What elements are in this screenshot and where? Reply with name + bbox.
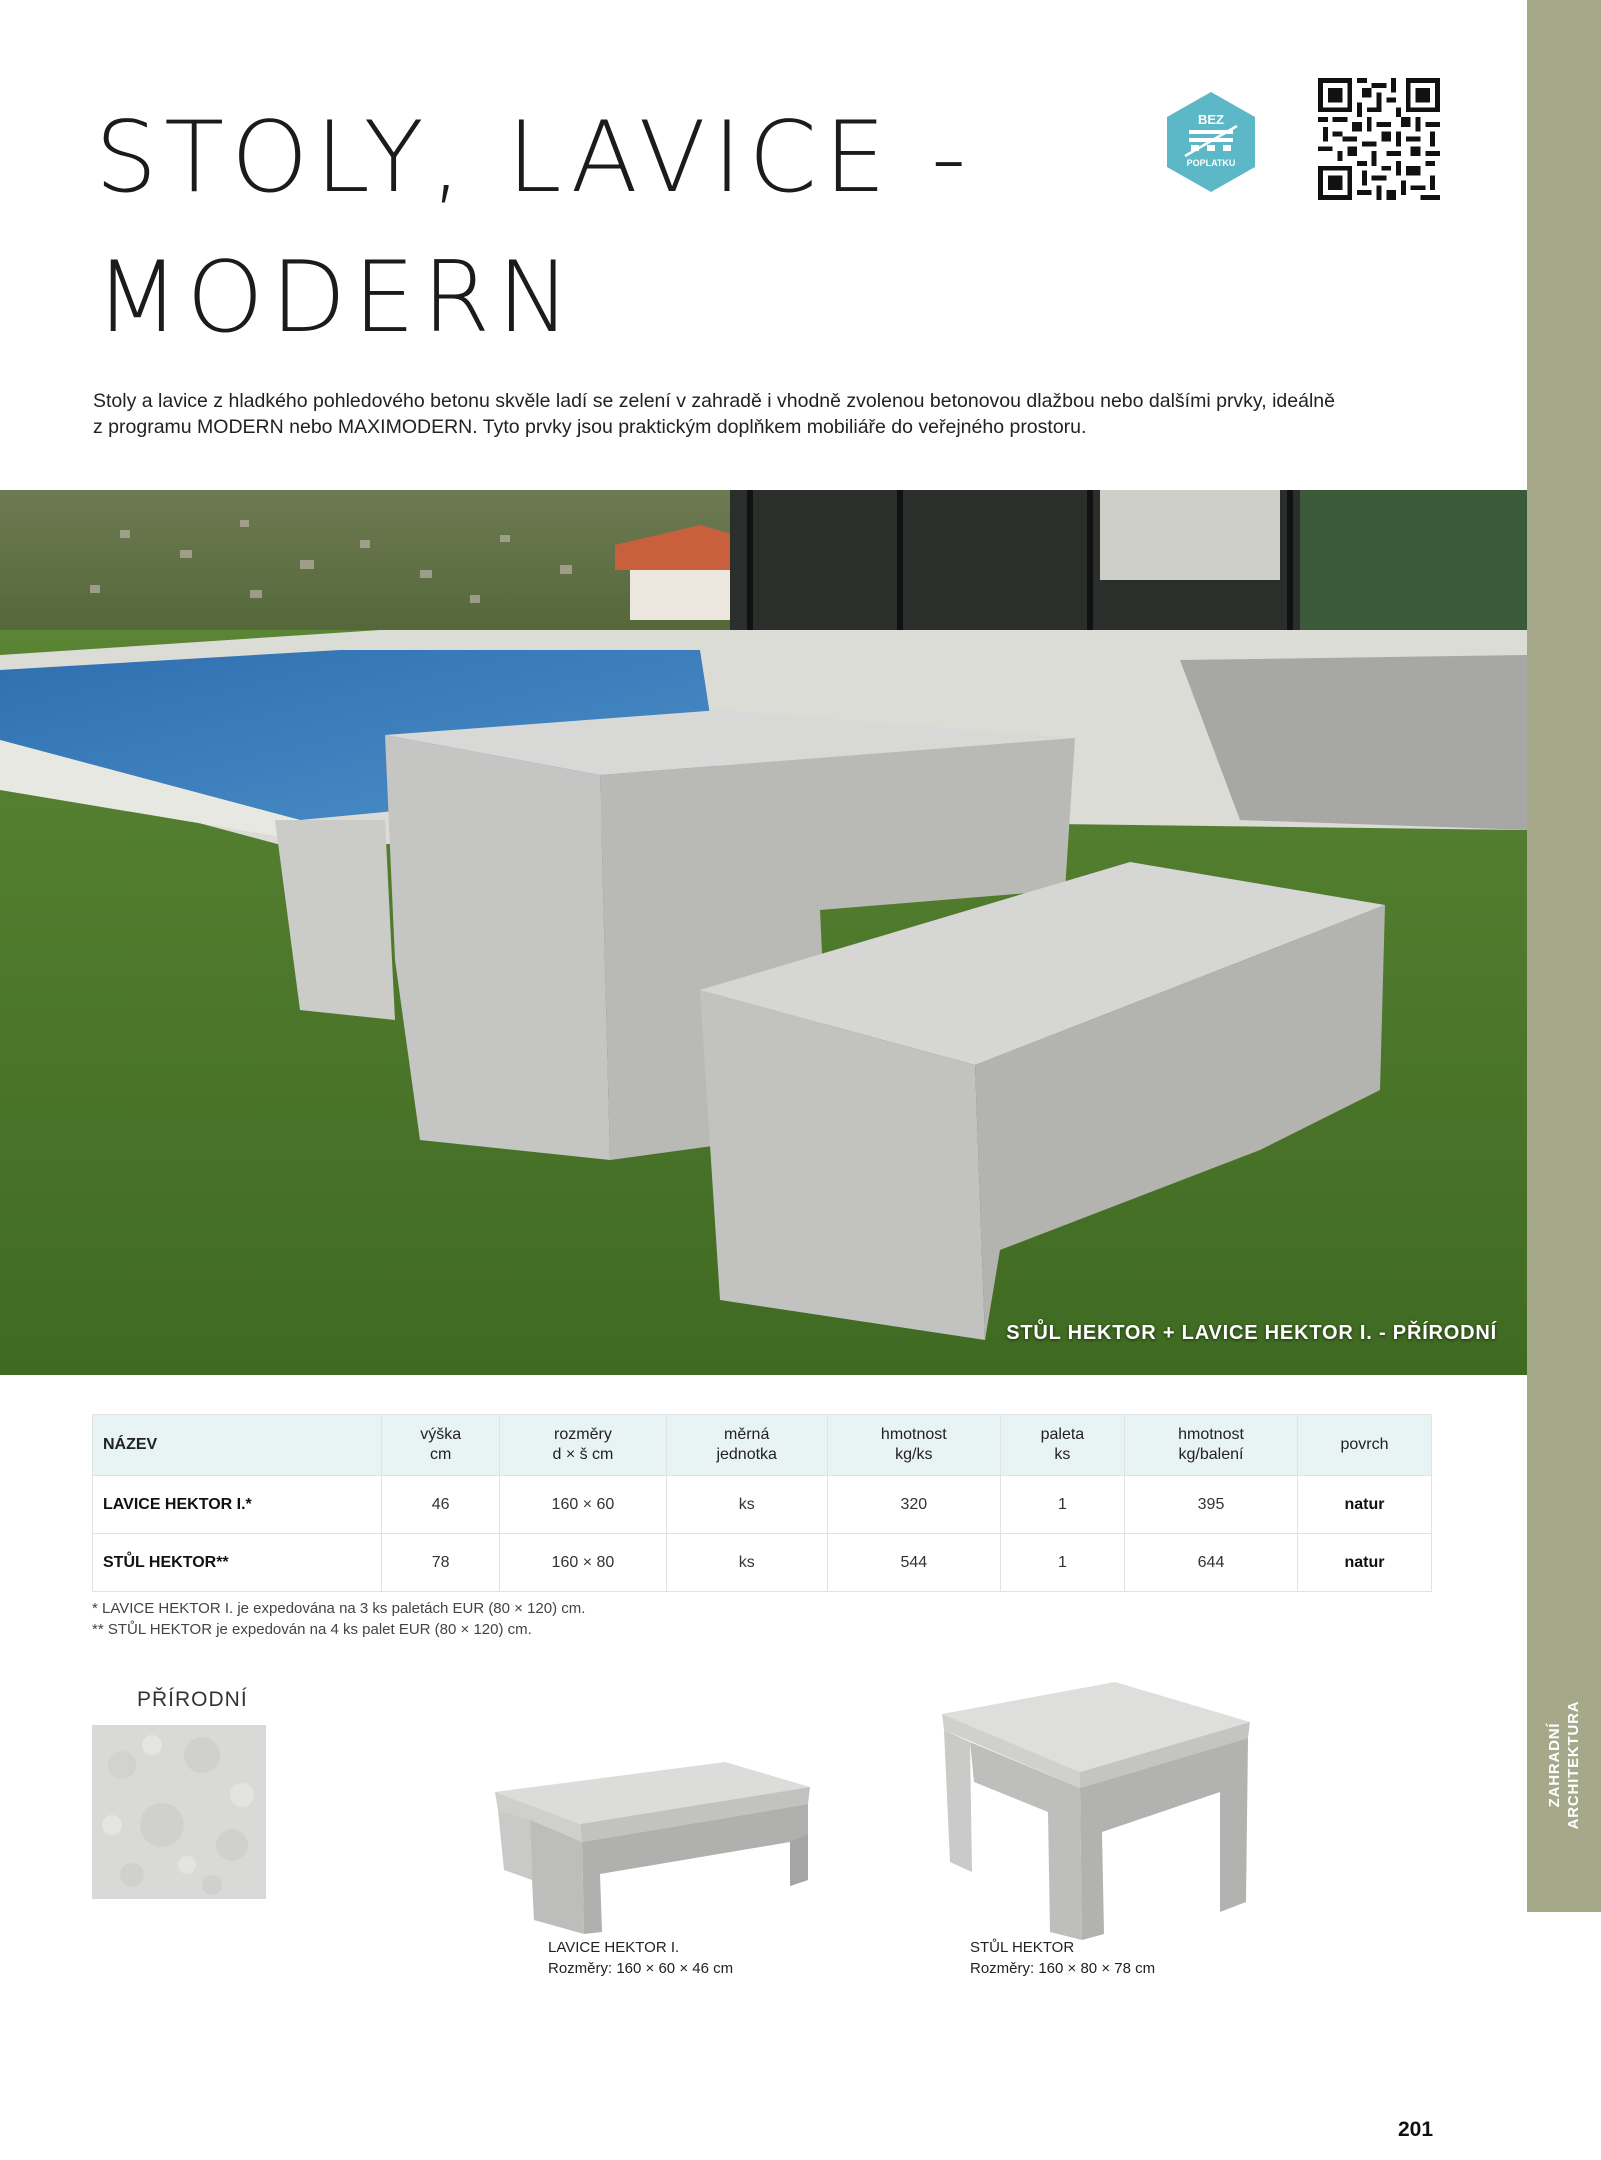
cell-name: LAVICE HEKTOR I.* [93,1476,382,1534]
intro-paragraph [93,388,1413,440]
title-line-2: MODERN [95,241,578,355]
bench-product-image [490,1762,815,1937]
bench-caption [548,1937,733,1979]
swatch-label: PŘÍRODNÍ [137,1688,248,1711]
cell-name: STŮL HEKTOR** [93,1534,382,1592]
page-number: 201 [1398,2118,1434,2141]
side-label-line-1: ZAHRADNÍ [1546,1722,1563,1808]
table-name: STŮL HEKTOR [970,1939,1075,1956]
section-side-label [1527,1690,1601,1840]
cell-pallet: 1 [1000,1476,1124,1534]
cell-surface: natur [1297,1476,1431,1534]
table-caption [970,1937,1155,1979]
footnote-1: * LAVICE HEKTOR I. je expedována na 3 ks paletách EUR (80 × 120) cm. [92,1600,586,1617]
cell-height: 78 [382,1534,500,1592]
table-row [93,1476,1432,1534]
cell-weight: 320 [827,1476,1000,1534]
col-header-package-weight: hmotnost kg/balení [1125,1415,1298,1476]
table-row [93,1534,1432,1592]
title-line-1: STOLY, LAVICE - [95,101,974,215]
cell-weight: 544 [827,1534,1000,1592]
hero-photo [0,490,1527,1375]
no-fee-badge [1165,90,1257,194]
col-header-pallet: paleta ks [1000,1415,1124,1476]
badge-text-top: BEZ [1198,112,1224,127]
qr-code[interactable] [1318,78,1440,200]
bench-name: LAVICE HEKTOR I. [548,1939,680,1956]
cell-package-weight: 395 [1125,1476,1298,1534]
cell-height: 46 [382,1476,500,1534]
col-header-weight: hmotnost kg/ks [827,1415,1000,1476]
col-header-dimensions: rozměry d × š cm [500,1415,666,1476]
intro-line-1: Stoly a lavice z hladkého pohledového betonu skvěle ladí se zelení v zahradě i vhodně zvolenou betonovou dlažbou nebo dalšími prvky, ideálně [93,390,1335,412]
bench-dimensions: Rozměry: 160 × 60 × 46 cm [548,1960,734,1977]
cell-dimensions: 160 × 80 [500,1534,666,1592]
col-header-height: výška cm [382,1415,500,1476]
side-label-line-2: ARCHITEKTURA [1565,1700,1582,1830]
natural-color-swatch [92,1725,266,1899]
badge-text-bottom: POPLATKU [1186,158,1236,168]
cell-package-weight: 644 [1125,1534,1298,1592]
table-product-image [930,1682,1255,1940]
cell-unit: ks [666,1534,827,1592]
intro-line-2: z programu MODERN nebo MAXIMODERN. Tyto prvky jsou praktickým doplňkem mobiliáře do veřejného prostoru. [93,416,1087,438]
footnote-2: ** STŮL HEKTOR je expedován na 4 ks palet EUR (80 × 120) cm. [92,1621,532,1638]
section-side-tab [1527,0,1601,1912]
col-header-unit: měrná jednotka [666,1415,827,1476]
table-dimensions: Rozměry: 160 × 80 × 78 cm [970,1960,1156,1977]
hero-photo-illustration [0,490,1527,1375]
cell-dimensions: 160 × 60 [500,1476,666,1534]
table-header-row [93,1415,1432,1476]
cell-pallet: 1 [1000,1534,1124,1592]
cell-surface: natur [1297,1534,1431,1592]
product-spec-table [92,1414,1432,1592]
page-title [95,88,973,368]
table-footnotes [92,1598,585,1640]
col-header-surface: povrch [1297,1415,1431,1476]
photo-caption: STŮL HEKTOR + LAVICE HEKTOR I. - PŘÍRODNÍ [1006,1322,1497,1344]
cell-unit: ks [666,1476,827,1534]
col-header-name: NÁZEV [93,1415,382,1476]
